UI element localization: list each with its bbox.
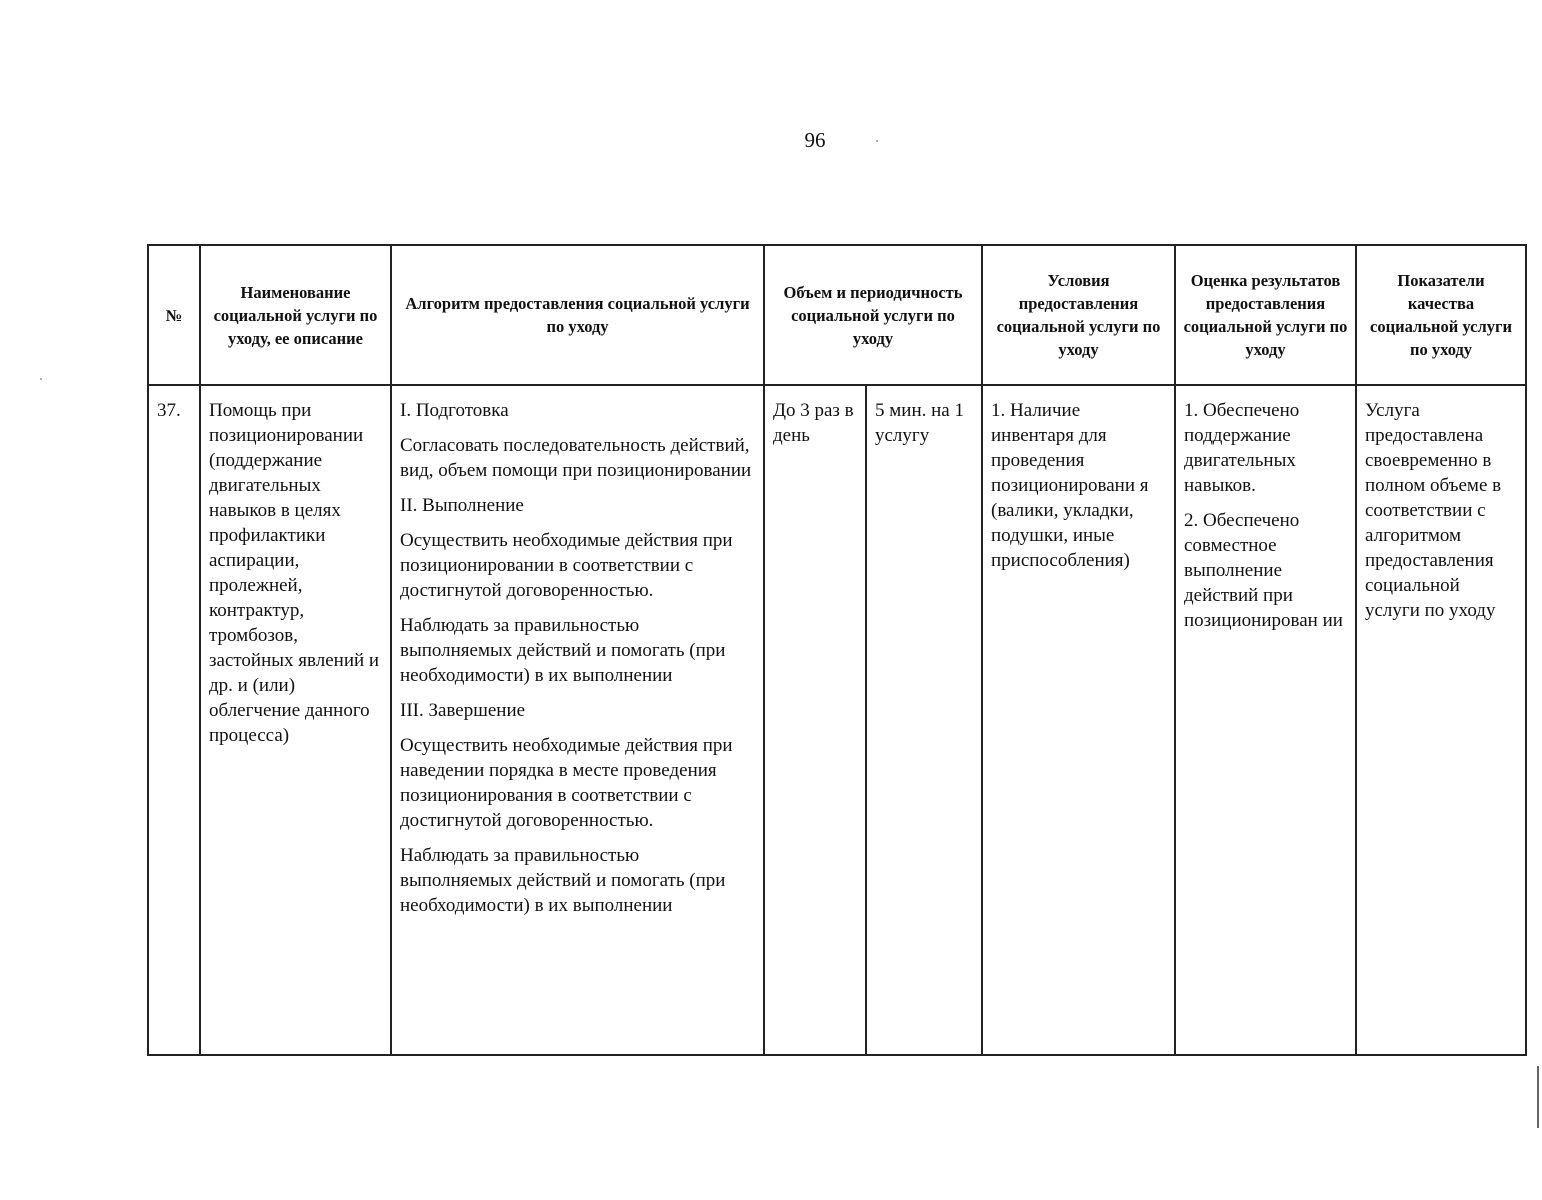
evaluation-item: 2. Обеспечено совместное выполнение действий при позиционирован ии <box>1184 510 1343 631</box>
header-algorithm: Алгоритм предоставления социальной услуги по уходу <box>391 245 764 385</box>
page-number: 96 <box>804 128 826 152</box>
row-duration: 5 мин. на 1 услугу <box>866 385 982 1055</box>
row-quality: Услуга предоставлена своевременно в полном объеме в соответствии с алгоритмом предоставления социальной услуги по уходу <box>1356 385 1526 1055</box>
algorithm-step: III. Завершение <box>400 700 526 721</box>
row-name: Помощь при позиционировании (поддержание двигательных навыков в целях профилактики аспирации, пролежней, контрактур, тромбозов, застойных явлений и др. и (или) облегчение данного процесса) <box>200 385 391 1055</box>
row-frequency: До 3 раз в день <box>764 385 866 1055</box>
algorithm-step: Осуществить необходимые действия при позиционировании в соответствии с достигнутой договоренностью. <box>400 530 733 601</box>
header-name: Наименование социальной услуги по уходу, ее описание <box>200 245 391 385</box>
header-row <box>148 245 1526 385</box>
algorithm-step: Наблюдать за правильностью выполняемых действий и помогать (при необходимости) в их выполнении <box>400 615 726 686</box>
header-volume: Объем и периодичность социальной услуги по уходу <box>764 245 982 385</box>
algorithm-step: Согласовать последовательность действий, вид, объем помощи при позиционировании <box>400 435 752 481</box>
header-evaluation: Оценка результатов предоставления социальной услуги по уходу <box>1175 245 1356 385</box>
services-table <box>147 244 1527 1056</box>
row-conditions: 1. Наличие инвентаря для проведения позиционировани я (валики, укладки, подушки, иные приспособления) <box>982 385 1175 1055</box>
row-algorithm <box>391 385 764 1055</box>
algorithm-step: Наблюдать за правильностью выполняемых действий и помогать (при необходимости) в их выполнении <box>400 845 726 916</box>
table-row <box>148 385 1526 1055</box>
row-num: 37. <box>148 385 200 1055</box>
scan-edge-mark <box>1537 1066 1539 1128</box>
scan-speck <box>40 378 42 380</box>
algorithm-step: II. Выполнение <box>400 495 524 516</box>
header-num: № <box>148 245 200 385</box>
algorithm-step: Осуществить необходимые действия при наведении порядка в месте проведения позиционирования в соответствии с достигнутой договоренностью. <box>400 735 733 831</box>
evaluation-item: 1. Обеспечено поддержание двигательных навыков. <box>1184 400 1300 496</box>
algorithm-step: I. Подготовка <box>400 400 509 421</box>
row-evaluation <box>1175 385 1356 1055</box>
scan-speck <box>876 140 878 142</box>
header-quality: Показатели качества социальной услуги по уходу <box>1356 245 1526 385</box>
header-conditions: Условия предоставления социальной услуги по уходу <box>982 245 1175 385</box>
